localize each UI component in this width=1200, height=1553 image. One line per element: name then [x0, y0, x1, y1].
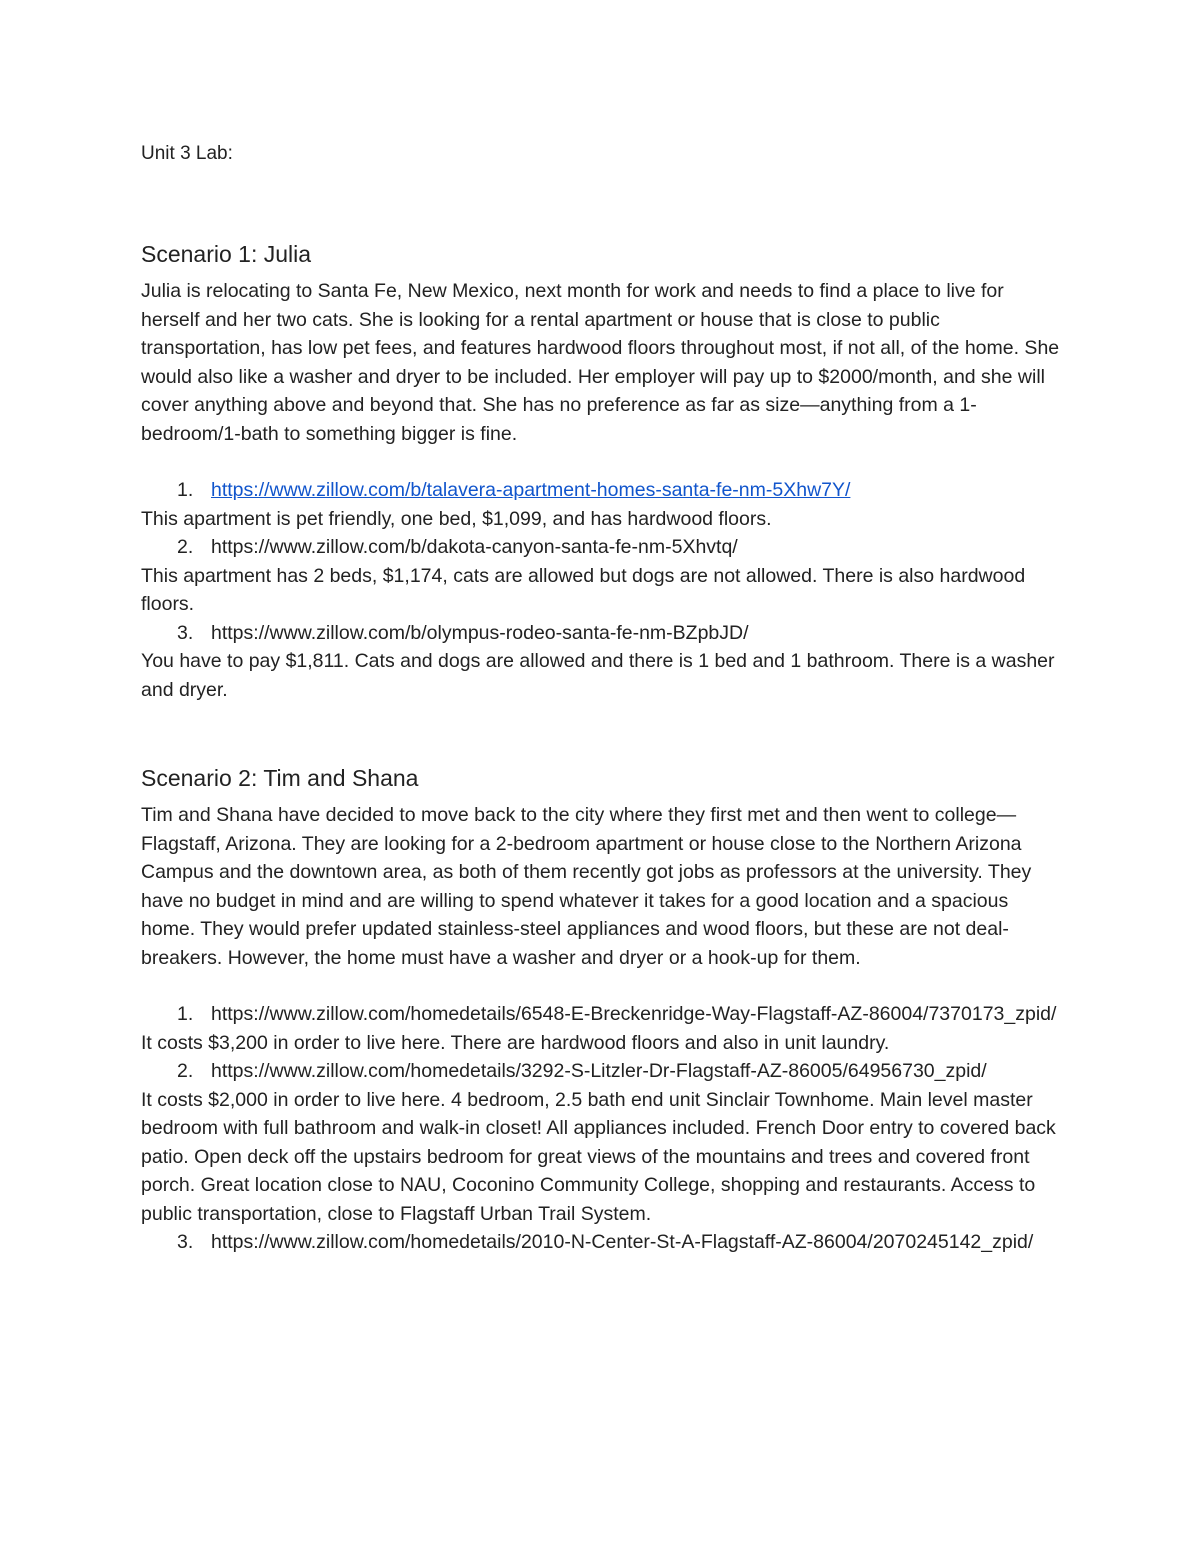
listing-note: This apartment is pet friendly, one bed, $1,099, and has hardwood floors. — [141, 507, 772, 530]
listing-url: https://www.zillow.com/b/dakota-canyon-santa-fe-nm-5Xhvtq/ — [211, 536, 738, 558]
list-number: 3. — [177, 621, 194, 644]
list-item — [141, 1000, 1066, 1029]
listing-note: It costs $2,000 in order to live here. 4 bedroom, 2.5 bath end unit Sinclair Townhome. Main level master bedroom with full bathroom and walk-in closet! All appliances included. French Door entry to covered back patio. Open deck off the upstairs bedroom for great views of the mountains and trees and covered front porch. Great location close to NAU, Coconino Community College, shopping and restaurants. Access to public transportation, close to Flagstaff Urban Trail System. — [141, 1088, 1056, 1225]
document-page — [141, 140, 1066, 1257]
listing-url: https://www.zillow.com/b/olympus-rodeo-santa-fe-nm-BZpbJD/ — [211, 621, 749, 644]
list-item — [141, 533, 1066, 562]
list-number: 3. — [177, 1231, 194, 1253]
listing-link[interactable]: https://www.zillow.com/b/talavera-apartment-homes-santa-fe-nm-5Xhw7Y/ — [211, 479, 851, 501]
listing-url: https://www.zillow.com/homedetails/2010-N-Center-St-A-Flagstaff-AZ-86004/2070245142_zpid/ — [211, 1231, 1034, 1253]
list-number: 2. — [177, 1060, 194, 1082]
list-item — [141, 1057, 1066, 1086]
listing-note: It costs $3,200 in order to live here. There are hardwood floors and also in unit laundry. — [141, 1031, 890, 1054]
listing-note: You have to pay $1,811. Cats and dogs are allowed and there is 1 bed and 1 bathroom. There is a washer and dryer. — [141, 650, 1055, 701]
list-number: 1. — [177, 1003, 194, 1025]
list-number: 1. — [177, 479, 194, 501]
scenario-1-heading: Scenario 1: Julia — [141, 241, 312, 267]
scenario-1-description: Julia is relocating to Santa Fe, New Mexico, next month for work and needs to find a place to live for herself and her two cats. She is looking for a rental apartment or house that is close to public transportation, has low pet fees, and features hardwood floors throughout most, if not all, of the home. She would also like a washer and dryer to be included. Her employer will pay up to $2000/month, and she will cover anything above and beyond that. She has no preference as far as size—anything from a 1-bedroom/1-bath to something bigger is fine. — [141, 280, 1060, 445]
listing-url: https://www.zillow.com/homedetails/6548-E-Breckenridge-Way-Flagstaff-AZ-86004/7370173_zpid/ — [211, 1003, 1057, 1025]
scenario-2-heading: Scenario 2: Tim and Shana — [141, 765, 419, 791]
listing-note: This apartment has 2 beds, $1,174, cats are allowed but dogs are not allowed. There is also hardwood floors. — [141, 564, 1026, 615]
list-number: 2. — [177, 536, 194, 558]
list-item — [141, 476, 1066, 505]
list-item — [141, 619, 1066, 648]
listing-url: https://www.zillow.com/homedetails/3292-S-Litzler-Dr-Flagstaff-AZ-86005/64956730_zpid/ — [211, 1060, 987, 1082]
document-title: Unit 3 Lab: — [141, 143, 233, 164]
list-item — [141, 1228, 1066, 1257]
scenario-2-description: Tim and Shana have decided to move back to the city where they first met and then went to college—Flagstaff, Arizona. They are looking for a 2-bedroom apartment or house close to the Northern Arizona Campus and the downtown area, as both of them recently got jobs as professors at the university. They have no budget in mind and are willing to spend whatever it takes for a good location and a spacious home. They would prefer updated stainless-steel appliances and wood floors, but these are not deal-breakers. However, the home must have a washer and dryer or a hook-up for them. — [141, 804, 1032, 969]
